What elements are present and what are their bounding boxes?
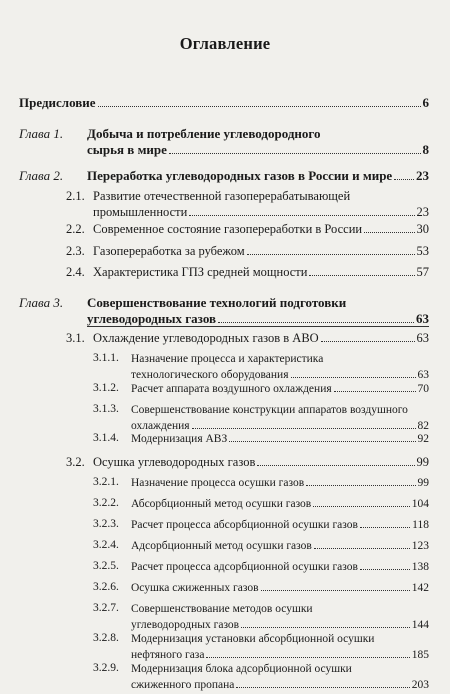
page-number: 92 — [417, 433, 429, 445]
leader-dots — [394, 179, 414, 180]
leader-dots — [247, 254, 415, 255]
subsection-number: 3.2.4. — [93, 539, 119, 551]
page-number: 185 — [411, 648, 429, 661]
page-number: 53 — [416, 244, 429, 258]
entry-title-line: углеводородных газов — [87, 310, 217, 326]
section-number: 3.1. — [66, 331, 85, 345]
page-number: 82 — [417, 419, 429, 432]
leader-dots — [261, 590, 410, 591]
entry-title-line: Расчет процесса абсорбционной осушки газов — [131, 519, 358, 531]
entry-title-line: промышленности — [93, 204, 188, 219]
subsection-number: 3.1.1. — [93, 352, 119, 364]
entry-title-line: Газопереработка за рубежом — [93, 244, 245, 258]
entry-title-line: Характеристика ГПЗ средней мощности — [93, 265, 308, 279]
page-title: Оглавление — [179, 34, 271, 53]
subsection-number: 3.1.2. — [93, 382, 119, 394]
entry-title-line: Назначение процесса осушки газов — [131, 477, 305, 489]
entry-title-line: Совершенствование методов осушки — [131, 603, 313, 615]
leader-dots — [291, 377, 416, 378]
section-number: 3.2. — [66, 455, 85, 469]
leader-dots — [206, 657, 409, 658]
entry-title-line: Осушка сжиженных газов — [131, 582, 259, 594]
page-number: 23 — [416, 204, 429, 219]
subsection-number: 3.2.7. — [93, 602, 119, 614]
entry-title-line: Современное состояние газопереработки в России — [93, 222, 363, 236]
page-number: 203 — [411, 678, 429, 691]
leader-dots — [229, 441, 415, 442]
leader-dots — [192, 428, 416, 429]
page-number: 99 — [416, 455, 429, 469]
page-number: 144 — [411, 618, 429, 631]
subsection-number: 3.2.2. — [93, 497, 119, 509]
leader-dots — [169, 153, 421, 154]
leader-dots — [314, 548, 410, 549]
entry-title-line: углеводородных газов — [131, 618, 240, 631]
entry-title-line: Охлаждение углеводородных газов в АВО — [93, 331, 319, 345]
page-number: 118 — [412, 519, 429, 531]
entry-title-line: Назначение процесса и характеристика — [131, 353, 324, 365]
entry-title-line: Абсорбционный метод осушки газов — [131, 498, 312, 510]
entry-title-line: Добыча и потребление углеводородного — [87, 126, 321, 141]
leader-dots — [313, 506, 410, 507]
leader-dots — [189, 215, 414, 216]
leader-dots — [98, 106, 421, 107]
entry-title-line: Совершенствование технологий подготовки — [87, 295, 347, 310]
page-number: 63 — [416, 310, 429, 326]
leader-dots — [241, 627, 410, 628]
leader-dots — [360, 527, 410, 528]
entry-title-line: Развитие отечественной газоперерабатывающей — [93, 189, 351, 203]
leader-dots — [360, 569, 410, 570]
page-number: 104 — [411, 498, 429, 510]
subsection-number: 3.2.8. — [93, 632, 119, 644]
section-number: 2.4. — [66, 265, 85, 279]
leader-dots — [309, 275, 414, 276]
leader-dots — [236, 687, 409, 688]
entry-title-line: сырья в мире — [87, 141, 167, 157]
subsection-number: 3.2.6. — [93, 581, 119, 593]
entry-title-line: Расчет процесса адсорбционной осушки газов — [131, 561, 358, 573]
subsection-number: 3.2.1. — [93, 476, 119, 488]
entry-title-line: охлаждения — [131, 419, 190, 432]
entry-title: Предисловие — [19, 95, 96, 110]
leader-dots — [334, 391, 416, 392]
entry-title-line: Осушка углеводородных газов — [93, 455, 256, 469]
page-number: 123 — [411, 540, 429, 552]
page-number: 6 — [422, 95, 429, 110]
entry-title-line: Модернизация АВЗ — [131, 433, 228, 445]
page-number: 63 — [417, 368, 429, 381]
subsection-number: 3.1.3. — [93, 403, 119, 415]
entry-title-line: Совершенствование конструкции аппаратов воздушного — [131, 404, 408, 416]
entry-title-line: Адсорбционный метод осушки газов — [131, 540, 312, 552]
leader-dots — [306, 485, 415, 486]
page-number: 142 — [411, 582, 429, 594]
leader-dots — [257, 465, 414, 466]
page-number: 138 — [411, 561, 429, 573]
page-number: 23 — [416, 168, 429, 183]
page-number: 63 — [416, 331, 429, 345]
section-number: 2.3. — [66, 244, 85, 258]
entry-title-line: технологического оборудования — [131, 368, 289, 381]
subsection-number: 3.1.4. — [93, 432, 119, 444]
entry-title-line: Переработка углеводородных газов в России и мире — [87, 168, 393, 183]
entry-title-line: Модернизация блока адсорбционной осушки — [131, 663, 352, 675]
page-number: 8 — [422, 141, 429, 157]
entry-title-line: нефтяного газа — [131, 648, 205, 661]
section-number: 2.2. — [66, 222, 85, 236]
leader-dots — [364, 232, 414, 233]
page-number: 30 — [416, 222, 429, 236]
chapter-label: Глава 1. — [19, 126, 64, 141]
page-number: 57 — [416, 265, 429, 279]
subsection-number: 3.2.5. — [93, 560, 119, 572]
page-number: 99 — [417, 477, 429, 489]
section-number: 2.1. — [66, 189, 85, 203]
leader-dots — [218, 322, 414, 323]
subsection-number: 3.2.9. — [93, 662, 119, 674]
leader-dots — [321, 341, 415, 342]
chapter-label: Глава 3. — [19, 295, 64, 310]
page-number: 70 — [417, 383, 429, 395]
entry-title-line: Расчет аппарата воздушного охлаждения — [131, 383, 332, 395]
chapter-underline — [87, 326, 429, 327]
entry-title-line: Модернизация установки абсорбционной осушки — [131, 633, 375, 645]
subsection-number: 3.2.3. — [93, 518, 119, 530]
chapter-label: Глава 2. — [19, 168, 64, 183]
entry-title-line: сжиженного пропана — [131, 678, 235, 691]
